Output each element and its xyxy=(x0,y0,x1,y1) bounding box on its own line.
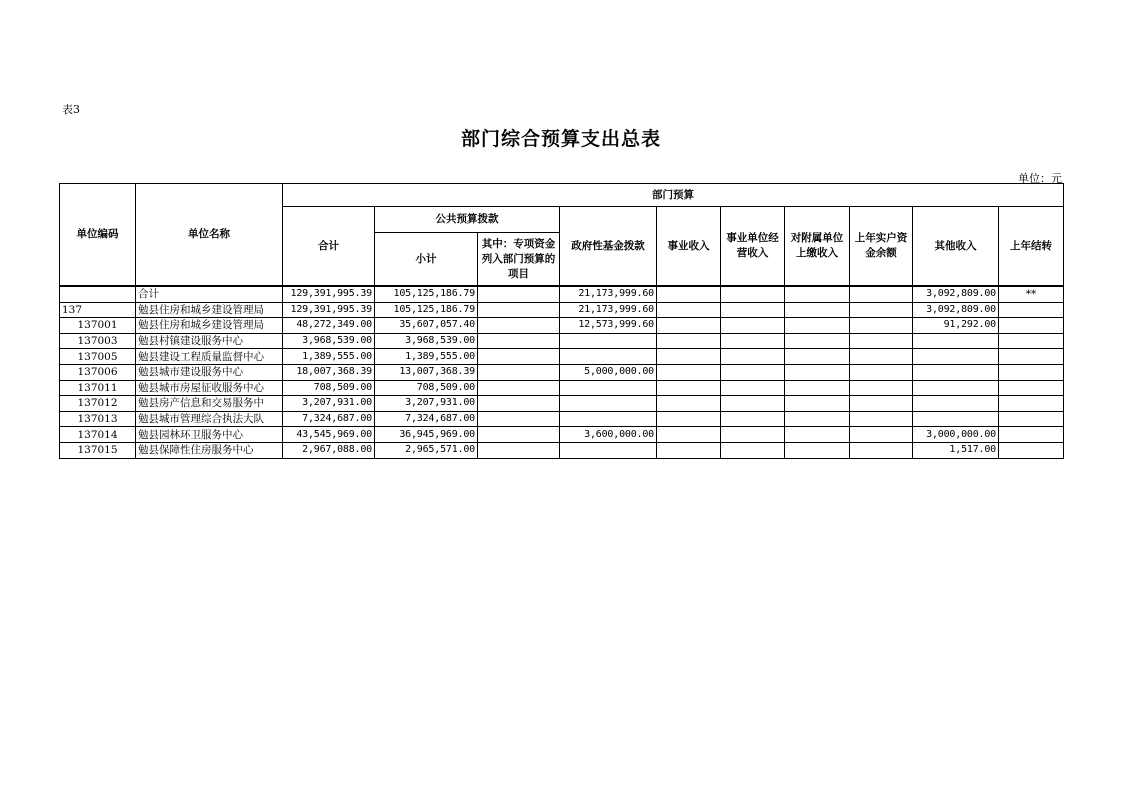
cell-carryover: ** xyxy=(999,286,1064,302)
header-affiliated-income: 对附属单位上缴收入 xyxy=(785,207,850,287)
cell-special xyxy=(478,302,560,318)
cell-gov-fund: 21,173,999.60 xyxy=(560,302,657,318)
header-carryover: 上年结转 xyxy=(999,207,1064,287)
cell-gov-fund xyxy=(560,411,657,427)
cell-gov-fund: 3,600,000.00 xyxy=(560,427,657,443)
cell-other: 1,517.00 xyxy=(913,442,999,458)
cell-name: 勉县住房和城乡建设管理局 xyxy=(136,302,283,318)
table-row xyxy=(60,364,1064,380)
table-row xyxy=(60,349,1064,365)
header-operating-income: 事业单位经营收入 xyxy=(721,207,785,287)
cell-affiliated xyxy=(785,302,850,318)
cell-other xyxy=(913,396,999,412)
table-row xyxy=(60,442,1064,458)
cell-business xyxy=(657,442,721,458)
cell-total: 18,007,368.39 xyxy=(283,364,375,380)
header-public-budget: 公共预算拨款 xyxy=(375,207,560,233)
table-row xyxy=(60,427,1064,443)
header-other-income: 其他收入 xyxy=(913,207,999,287)
cell-code: 137006 xyxy=(60,364,136,380)
table-row xyxy=(60,318,1064,334)
cell-code: 137 xyxy=(60,302,136,318)
cell-carryover xyxy=(999,411,1064,427)
cell-prior-balance xyxy=(850,318,913,334)
table-row xyxy=(60,333,1064,349)
cell-gov-fund xyxy=(560,380,657,396)
cell-business xyxy=(657,380,721,396)
cell-prior-balance xyxy=(850,427,913,443)
cell-subtotal: 105,125,186.79 xyxy=(375,286,478,302)
cell-prior-balance xyxy=(850,380,913,396)
cell-business xyxy=(657,302,721,318)
table-row xyxy=(60,302,1064,318)
cell-code: 137014 xyxy=(60,427,136,443)
cell-gov-fund: 5,000,000.00 xyxy=(560,364,657,380)
cell-prior-balance xyxy=(850,364,913,380)
cell-code: 137012 xyxy=(60,396,136,412)
cell-total: 3,207,931.00 xyxy=(283,396,375,412)
table-header xyxy=(60,184,1064,287)
cell-subtotal: 35,607,057.40 xyxy=(375,318,478,334)
cell-special xyxy=(478,318,560,334)
cell-operating xyxy=(721,396,785,412)
cell-business xyxy=(657,318,721,334)
cell-operating xyxy=(721,349,785,365)
cell-other xyxy=(913,349,999,365)
cell-operating xyxy=(721,427,785,443)
cell-subtotal: 3,207,931.00 xyxy=(375,396,478,412)
cell-carryover xyxy=(999,364,1064,380)
cell-prior-balance xyxy=(850,411,913,427)
cell-special xyxy=(478,364,560,380)
cell-prior-balance xyxy=(850,442,913,458)
budget-table xyxy=(59,183,1064,459)
cell-affiliated xyxy=(785,411,850,427)
page-title: 部门综合预算支出总表 xyxy=(460,128,661,150)
cell-name: 合计 xyxy=(136,286,283,302)
cell-carryover xyxy=(999,318,1064,334)
cell-total: 2,967,088.00 xyxy=(283,442,375,458)
cell-name: 勉县住房和城乡建设管理局 xyxy=(136,318,283,334)
cell-gov-fund: 12,573,999.60 xyxy=(560,318,657,334)
cell-carryover xyxy=(999,333,1064,349)
cell-affiliated xyxy=(785,396,850,412)
cell-business xyxy=(657,333,721,349)
cell-code: 137013 xyxy=(60,411,136,427)
cell-carryover xyxy=(999,349,1064,365)
cell-name: 勉县城市管理综合执法大队 xyxy=(136,411,283,427)
cell-business xyxy=(657,427,721,443)
cell-affiliated xyxy=(785,333,850,349)
cell-special xyxy=(478,333,560,349)
header-special-funds: 其中：专项资金列入部门预算的项目 xyxy=(478,233,560,287)
cell-operating xyxy=(721,411,785,427)
header-prior-year-balance: 上年实户资金余额 xyxy=(850,207,913,287)
cell-prior-balance xyxy=(850,349,913,365)
table-row xyxy=(60,411,1064,427)
cell-special xyxy=(478,380,560,396)
cell-subtotal: 3,968,539.00 xyxy=(375,333,478,349)
cell-other xyxy=(913,411,999,427)
cell-gov-fund xyxy=(560,396,657,412)
cell-code: 137011 xyxy=(60,380,136,396)
cell-operating xyxy=(721,286,785,302)
cell-affiliated xyxy=(785,318,850,334)
cell-carryover xyxy=(999,396,1064,412)
cell-name: 勉县园林环卫服务中心 xyxy=(136,427,283,443)
sheet-label: 表3 xyxy=(62,103,80,116)
cell-prior-balance xyxy=(850,333,913,349)
cell-operating xyxy=(721,442,785,458)
cell-special xyxy=(478,442,560,458)
cell-subtotal: 105,125,186.79 xyxy=(375,302,478,318)
cell-carryover xyxy=(999,302,1064,318)
cell-name: 勉县城市房屋征收服务中心 xyxy=(136,380,283,396)
header-business-income: 事业收入 xyxy=(657,207,721,287)
cell-affiliated xyxy=(785,286,850,302)
cell-operating xyxy=(721,302,785,318)
cell-name: 勉县房产信息和交易服务中 xyxy=(136,396,283,412)
header-subtotal: 小计 xyxy=(375,233,478,287)
cell-code: 137001 xyxy=(60,318,136,334)
cell-gov-fund: 21,173,999.60 xyxy=(560,286,657,302)
cell-carryover xyxy=(999,427,1064,443)
header-unit-code: 单位编码 xyxy=(60,184,136,287)
cell-gov-fund xyxy=(560,442,657,458)
cell-prior-balance xyxy=(850,286,913,302)
table-body xyxy=(60,286,1064,458)
cell-subtotal: 7,324,687.00 xyxy=(375,411,478,427)
cell-total: 708,509.00 xyxy=(283,380,375,396)
cell-subtotal: 13,007,368.39 xyxy=(375,364,478,380)
cell-total: 43,545,969.00 xyxy=(283,427,375,443)
cell-name: 勉县村镇建设服务中心 xyxy=(136,333,283,349)
cell-other: 91,292.00 xyxy=(913,318,999,334)
cell-other: 3,092,809.00 xyxy=(913,286,999,302)
cell-affiliated xyxy=(785,380,850,396)
table-row xyxy=(60,396,1064,412)
cell-subtotal: 1,389,555.00 xyxy=(375,349,478,365)
cell-total: 3,968,539.00 xyxy=(283,333,375,349)
cell-business xyxy=(657,364,721,380)
cell-name: 勉县保障性住房服务中心 xyxy=(136,442,283,458)
cell-prior-balance xyxy=(850,302,913,318)
cell-total: 129,391,995.39 xyxy=(283,302,375,318)
cell-subtotal: 708,509.00 xyxy=(375,380,478,396)
cell-other xyxy=(913,333,999,349)
cell-name: 勉县城市建设服务中心 xyxy=(136,364,283,380)
cell-code xyxy=(60,286,136,302)
header-dept-budget: 部门预算 xyxy=(283,184,1064,207)
cell-affiliated xyxy=(785,427,850,443)
cell-business xyxy=(657,286,721,302)
cell-code: 137015 xyxy=(60,442,136,458)
cell-total: 1,389,555.00 xyxy=(283,349,375,365)
cell-code: 137003 xyxy=(60,333,136,349)
cell-other xyxy=(913,364,999,380)
cell-total: 48,272,349.00 xyxy=(283,318,375,334)
cell-business xyxy=(657,349,721,365)
cell-operating xyxy=(721,364,785,380)
cell-carryover xyxy=(999,442,1064,458)
cell-operating xyxy=(721,318,785,334)
cell-prior-balance xyxy=(850,396,913,412)
cell-carryover xyxy=(999,380,1064,396)
cell-business xyxy=(657,411,721,427)
unit-label: 单位：元 xyxy=(1018,172,1062,185)
cell-subtotal: 36,945,969.00 xyxy=(375,427,478,443)
cell-special xyxy=(478,427,560,443)
table-row xyxy=(60,286,1064,302)
header-gov-fund: 政府性基金拨款 xyxy=(560,207,657,287)
cell-total: 7,324,687.00 xyxy=(283,411,375,427)
cell-gov-fund xyxy=(560,349,657,365)
cell-name: 勉县建设工程质量监督中心 xyxy=(136,349,283,365)
cell-code: 137005 xyxy=(60,349,136,365)
cell-other xyxy=(913,380,999,396)
cell-affiliated xyxy=(785,442,850,458)
cell-special xyxy=(478,349,560,365)
cell-special xyxy=(478,396,560,412)
cell-business xyxy=(657,396,721,412)
cell-affiliated xyxy=(785,349,850,365)
header-total: 合计 xyxy=(283,207,375,287)
cell-gov-fund xyxy=(560,333,657,349)
header-unit-name: 单位名称 xyxy=(136,184,283,287)
cell-total: 129,391,995.39 xyxy=(283,286,375,302)
cell-subtotal: 2,965,571.00 xyxy=(375,442,478,458)
cell-operating xyxy=(721,333,785,349)
cell-affiliated xyxy=(785,364,850,380)
cell-other: 3,000,000.00 xyxy=(913,427,999,443)
cell-operating xyxy=(721,380,785,396)
table-row xyxy=(60,380,1064,396)
cell-special xyxy=(478,411,560,427)
cell-other: 3,092,809.00 xyxy=(913,302,999,318)
cell-special xyxy=(478,286,560,302)
